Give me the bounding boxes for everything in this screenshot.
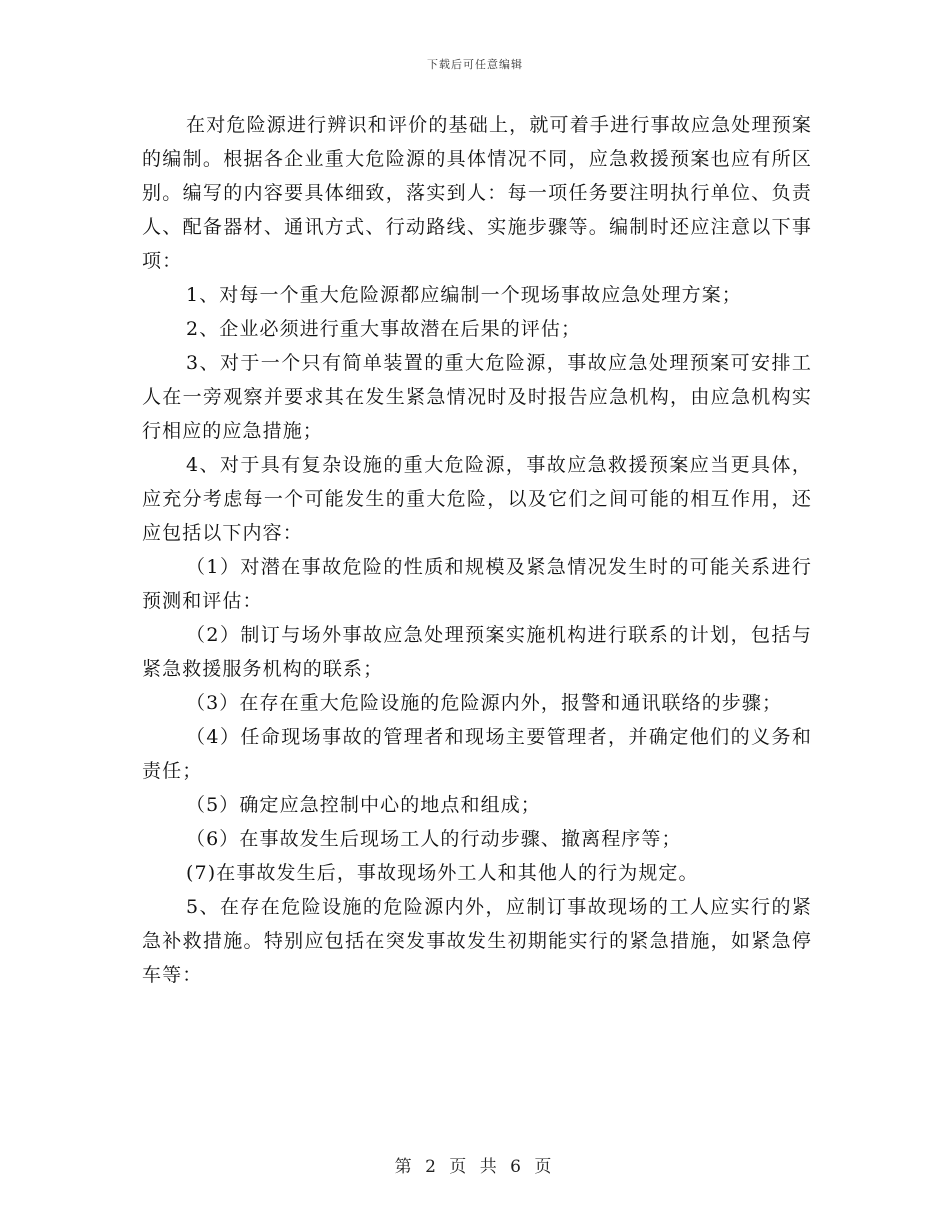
sub-item-6: （6）在事故发生后现场工人的行动步骤、撤离程序等；	[186, 828, 682, 850]
list-item-1: 1、对每一个重大危险源都应编制一个现场事故应急处理方案；	[186, 284, 742, 306]
list-item-2: 2、企业必须进行重大事故潜在后果的评估；	[186, 318, 582, 340]
sub-item-1: （1）对潜在事故危险的性质和规模及紧急情况发生时的可能关系进行预测和评估：	[142, 556, 812, 612]
sub-item-2: （2）制订与场外事故应急处理预案实施机构进行联系的计划，包括与紧急救援服务机构的联系；	[142, 624, 812, 680]
list-item-4: 4、对于具有复杂设施的重大危险源，事故应急救援预案应当更具体，应充分考虑每一个可能发生的重大危险，以及它们之间可能的相互作用，还应包括以下内容：	[142, 454, 812, 544]
page-number: 第 2 页 共 6 页	[394, 1157, 556, 1177]
sub-item-7: (7)在事故发生后，事故现场外工人和其他人的行为规定。	[186, 862, 699, 884]
intro-paragraph: 在对危险源进行辨识和评价的基础上，就可着手进行事故应急处理预案的编制。根据各企业重大危险源的具体情况不同，应急救援预案也应有所区别。编写的内容要具体细致，落实到人：每一项任务要注明执行单位、负责人、配备器材、通讯方式、行动路线、实施步骤等。编制时还应注意以下事项：	[142, 114, 812, 272]
sub-item-5: （5）确定应急控制中心的地点和组成；	[186, 794, 541, 816]
document-body	[142, 108, 812, 992]
header-note: 下载后可任意编辑	[427, 58, 523, 71]
sub-item-4: （4）任命现场事故的管理者和现场主要管理者，并确定他们的义务和责任；	[142, 726, 812, 782]
sub-item-3: （3）在存在重大危险设施的危险源内外，报警和通讯联络的步骤；	[186, 692, 783, 714]
list-item-3: 3、对于一个只有简单装置的重大危险源，事故应急处理预案可安排工人在一旁观察并要求其在发生紧急情况时及时报告应急机构，由应急机构实行相应的应急措施；	[142, 352, 812, 442]
list-item-5: 5、在存在危险设施的危险源内外，应制订事故现场的工人应实行的紧急补救措施。特别应包括在突发事故发生初期能实行的紧急措施，如紧急停车等：	[142, 896, 812, 986]
